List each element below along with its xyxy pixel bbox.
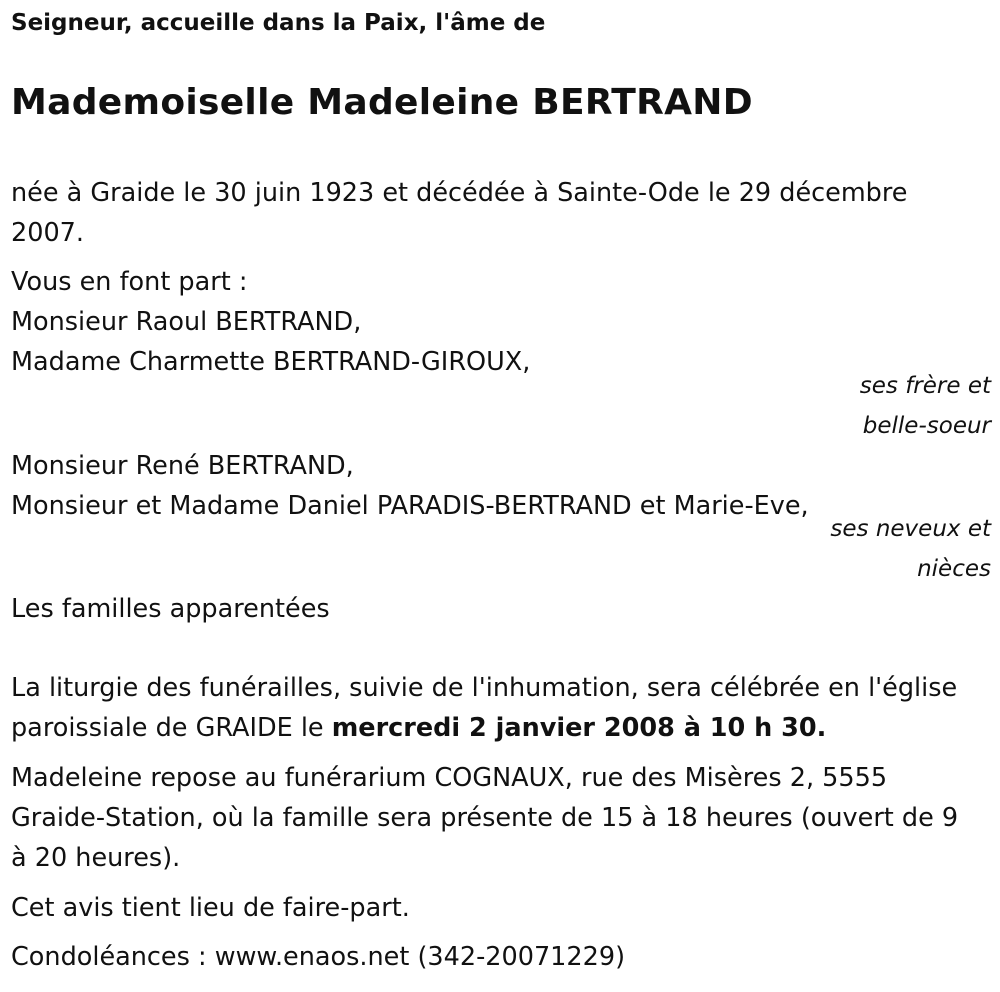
liturgy-info (11, 668, 991, 748)
announcement-intro: Vous en font part : (11, 267, 248, 297)
announcement-group-1 (11, 262, 991, 382)
birth-line-2: 2007. (11, 218, 85, 248)
birth-line-1: née à Graide le 30 juin 1923 et décédée à Sainte-Ode le 29 décembre (11, 178, 908, 208)
family-member: Monsieur René BERTRAND, (11, 451, 354, 481)
intro-prayer: Seigneur, accueille dans la Paix, l'âme de (11, 10, 546, 36)
relation-label-1 (691, 366, 991, 446)
relation-line: belle-soeur (862, 413, 991, 439)
family-member: Madame Charmette BERTRAND-GIROUX, (11, 347, 531, 377)
relation-label-2 (691, 509, 991, 589)
repose-info (11, 758, 991, 878)
notice-text: Cet avis tient lieu de faire-part. (11, 893, 410, 923)
related-families: Les familles apparentées (11, 594, 330, 624)
obituary-notice (11, 0, 991, 992)
relation-line: ses frère et (859, 373, 991, 399)
deceased-name: Mademoiselle Madeleine BERTRAND (11, 82, 753, 123)
funeral-date: mercredi 2 janvier 2008 à 10 h 30. (331, 713, 827, 743)
repose-line-2: Graide-Station, où la famille sera présente de 15 à 18 heures (ouvert de 9 (11, 803, 959, 833)
liturgy-line-2: paroissiale de GRAIDE le mercredi 2 janvier 2008 à 10 h 30. (11, 713, 827, 743)
relation-line: ses neveux et (830, 516, 991, 542)
relation-line: nièces (917, 556, 991, 582)
repose-line-1: Madeleine repose au funérarium COGNAUX, rue des Misères 2, 5555 (11, 763, 888, 793)
condolences-text: Condoléances : www.enaos.net (342-20071229) (11, 942, 626, 972)
liturgy-line-1: La liturgie des funérailles, suivie de l'inhumation, sera célébrée en l'église (11, 673, 958, 703)
family-member: Monsieur et Madame Daniel PARADIS-BERTRAND et Marie-Eve, (11, 491, 809, 521)
birth-death-info (11, 173, 991, 253)
repose-line-3: à 20 heures). (11, 843, 181, 873)
family-member: Monsieur Raoul BERTRAND, (11, 307, 362, 337)
